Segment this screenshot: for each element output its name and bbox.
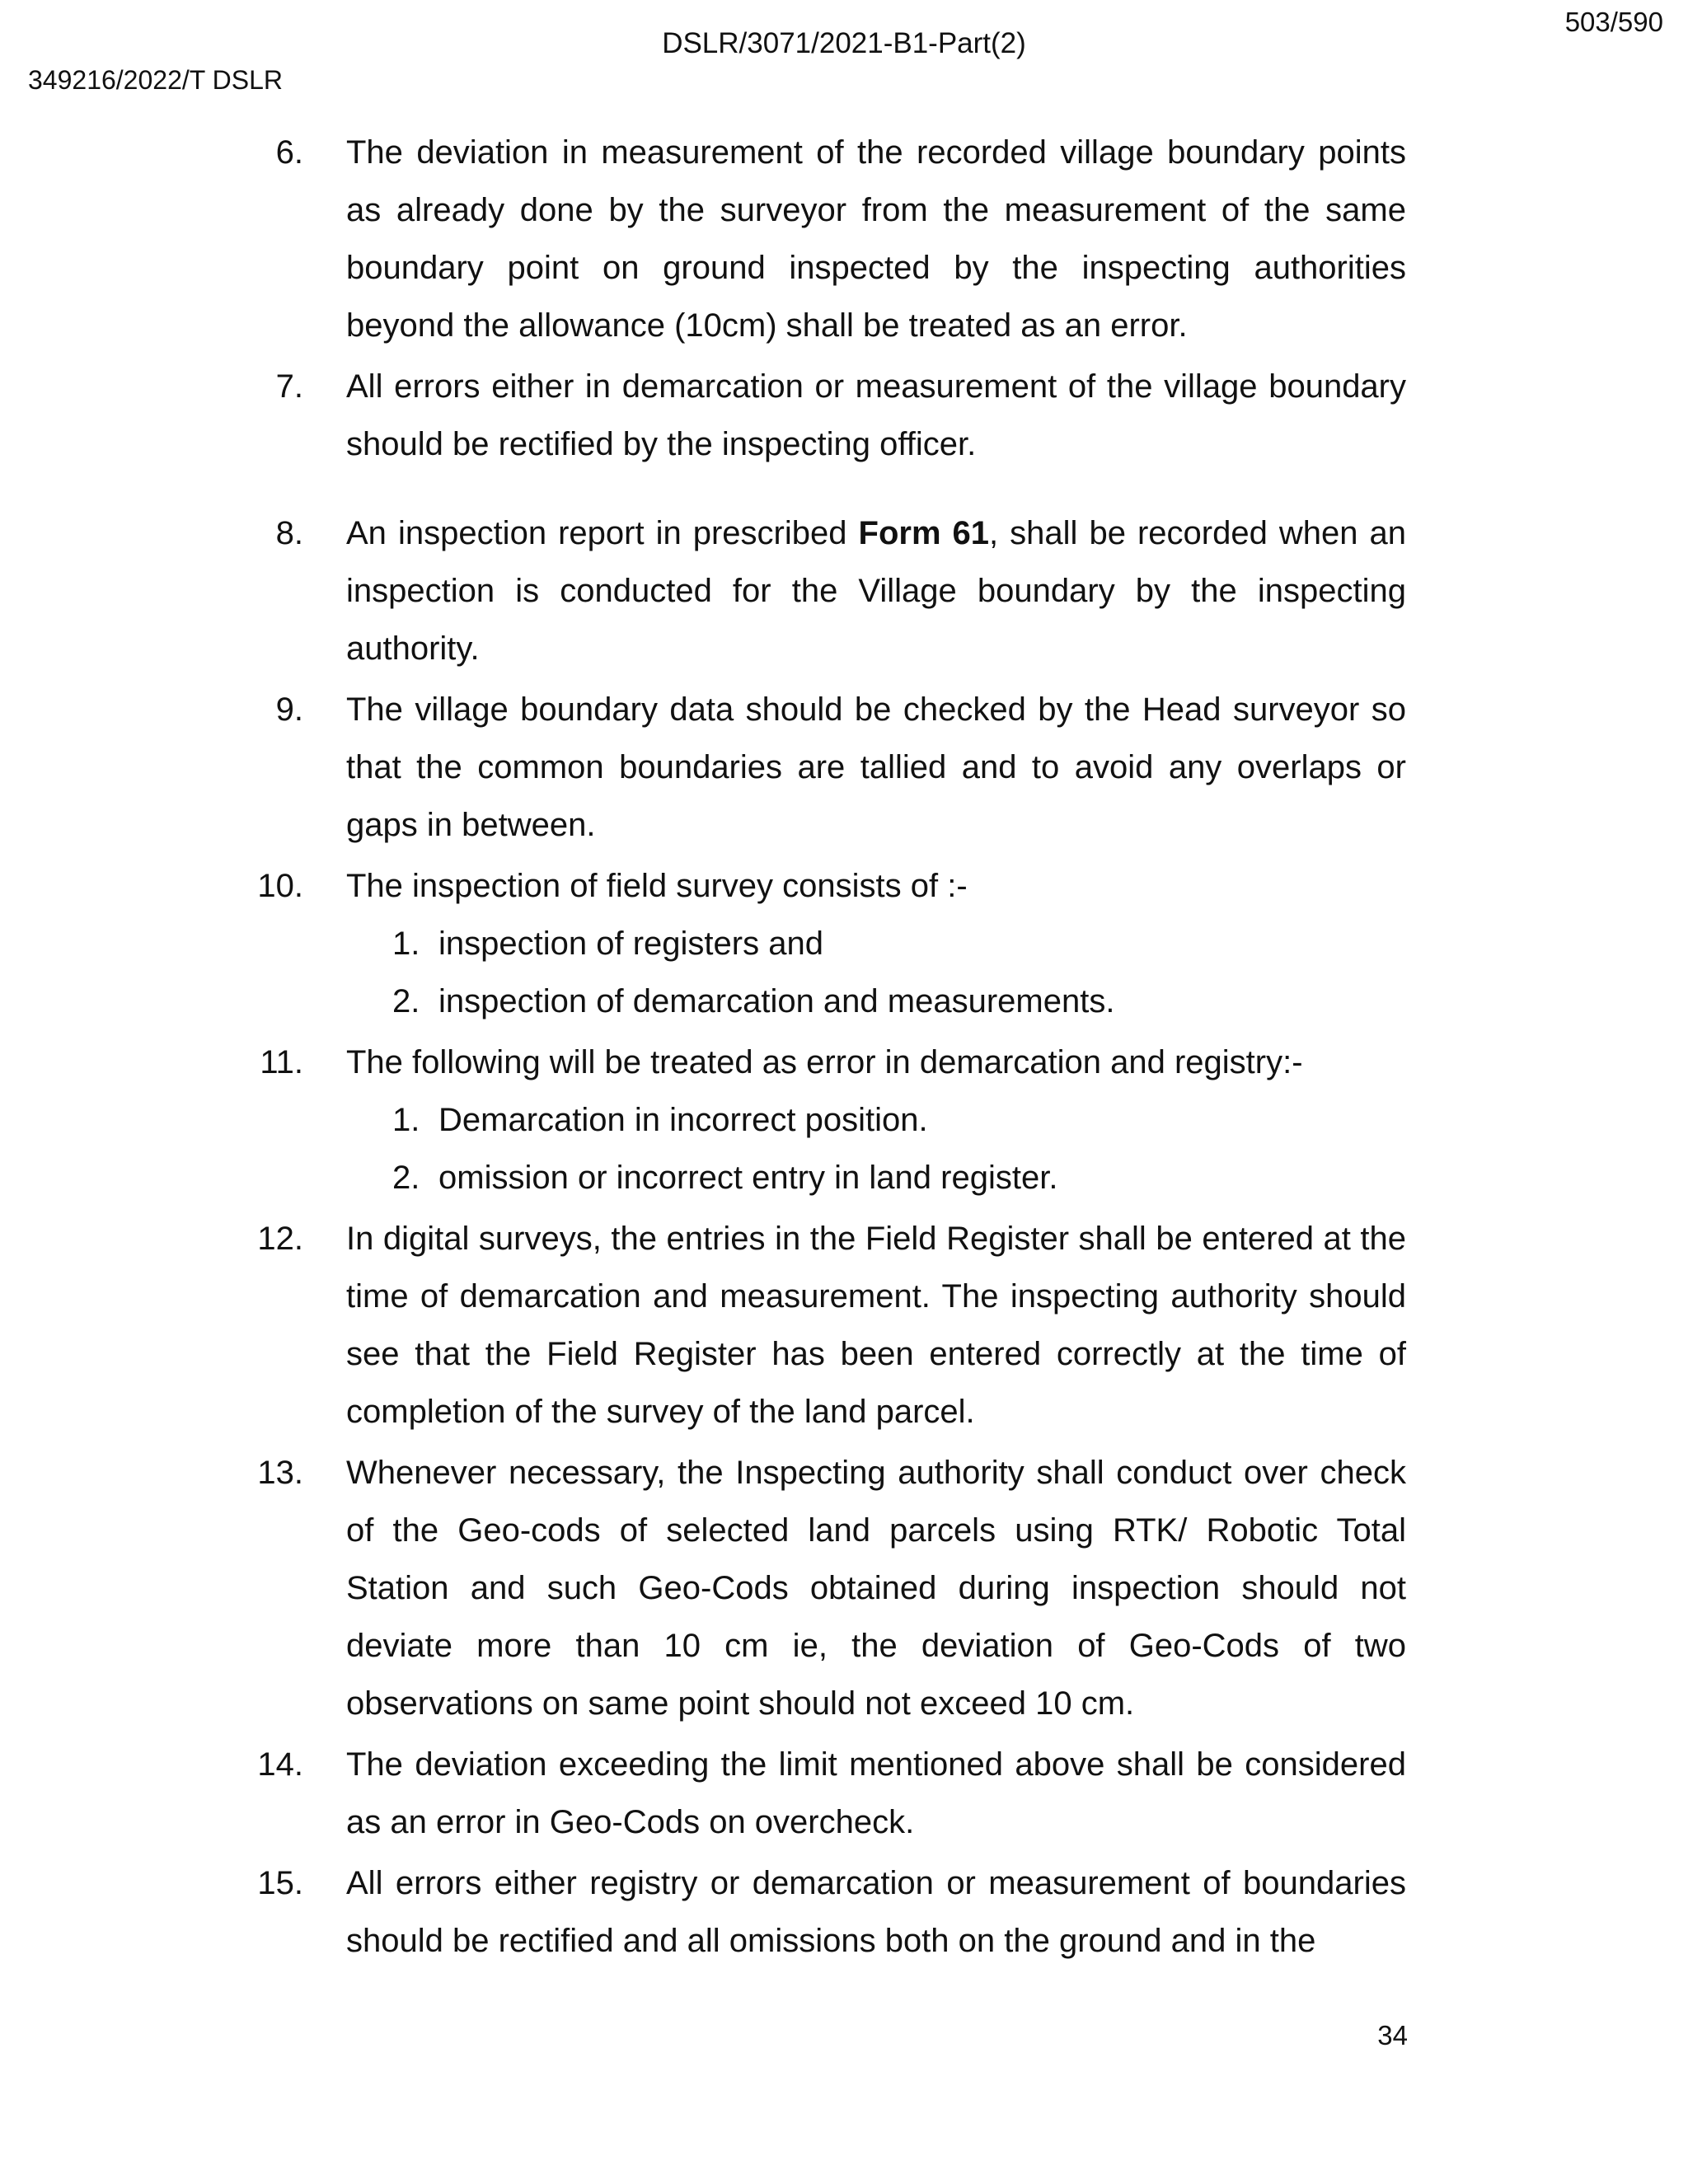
document-body [247,124,1406,1973]
item-text: The deviation in measurement of the recorded village boundary points as already done by the surveyor from the measurement of the same boundary point on ground inspected by the inspecting authorities beyond the allowance (10cm) shall be treated as an error. [346,134,1406,344]
list-item-10 [247,857,1406,1030]
form-reference: Form 61 [858,515,990,551]
sub-item-number: 1. [392,926,420,962]
sub-item-number: 2. [392,983,420,1019]
list-item-9 [247,681,1406,854]
sub-list-item [392,1091,1406,1149]
item-number: 8. [275,515,303,551]
sub-list-item [392,972,1406,1030]
item-number: 13. [257,1455,303,1491]
sub-list [346,1091,1406,1207]
page-number: 34 [1377,2020,1408,2050]
sub-list-item [392,1149,1406,1207]
item-text: The deviation exceeding the limit mentioned above shall be considered as an error in Geo-Cods on overcheck. [346,1746,1406,1840]
page-counter: 503/590 [1564,7,1663,37]
list-item-12 [247,1210,1406,1441]
sub-list [346,915,1406,1030]
sub-item-number: 1. [392,1102,420,1138]
item-number: 11. [260,1044,303,1080]
sub-list-item [392,915,1406,972]
list-item-14 [247,1736,1406,1851]
list-item-7 [247,358,1406,473]
sub-item-text: omission or incorrect entry in land register. [438,1160,1058,1196]
list-item-11 [247,1033,1406,1207]
item-number: 15. [257,1865,303,1901]
item-number: 10. [257,868,303,904]
item-text [346,515,1406,667]
list-item-15 [247,1854,1406,1970]
item-text: Whenever necessary, the Inspecting authority shall conduct over check of the Geo-cods of selected land parcels using RTK/ Robotic Total Station and such Geo-Cods obtained during inspection should not deviate more than 10 cm ie, the deviation of Geo-Cods of two observations on same point should not exceed 10 cm. [346,1455,1406,1722]
sub-item-text: inspection of registers and [438,926,823,962]
item-text-after: , shall be recorded when an inspection is conducted for the Village boundary by the inspecting authority. [346,515,1406,667]
item-number: 14. [257,1746,303,1783]
item-text: All errors either registry or demarcation or measurement of boundaries should be rectified and all omissions both on the ground and in the [346,1865,1406,1959]
sub-item-text: inspection of demarcation and measurements. [438,983,1115,1019]
item-text: In digital surveys, the entries in the Field Register shall be entered at the time of demarcation and measurement. The inspecting authority should see that the Field Register has been entered correctly at the time of completion of the survey of the land parcel. [346,1221,1406,1430]
list-item-8 [247,504,1406,677]
item-number: 7. [275,368,303,405]
item-text: All errors either in demarcation or measurement of the village boundary should be rectified by the inspecting officer. [346,368,1406,462]
item-number: 12. [257,1221,303,1257]
list-item-6 [247,124,1406,354]
sub-item-number: 2. [392,1160,420,1196]
item-number: 6. [275,134,303,171]
item-text: The village boundary data should be checked by the Head surveyor so that the common boundaries are tallied and to avoid any overlaps or gaps in between. [346,691,1406,843]
item-text-before: An inspection report in prescribed [346,515,859,551]
item-text: The following will be treated as error in demarcation and registry:- [346,1044,1303,1080]
document-id: 349216/2022/T DSLR [28,65,283,95]
item-text: The inspection of field survey consists of :- [346,868,968,904]
item-number: 9. [275,691,303,728]
file-reference: DSLR/3071/2021-B1-Part(2) [662,27,1026,59]
list-item-13 [247,1444,1406,1732]
sub-item-text: Demarcation in incorrect position. [438,1102,928,1138]
